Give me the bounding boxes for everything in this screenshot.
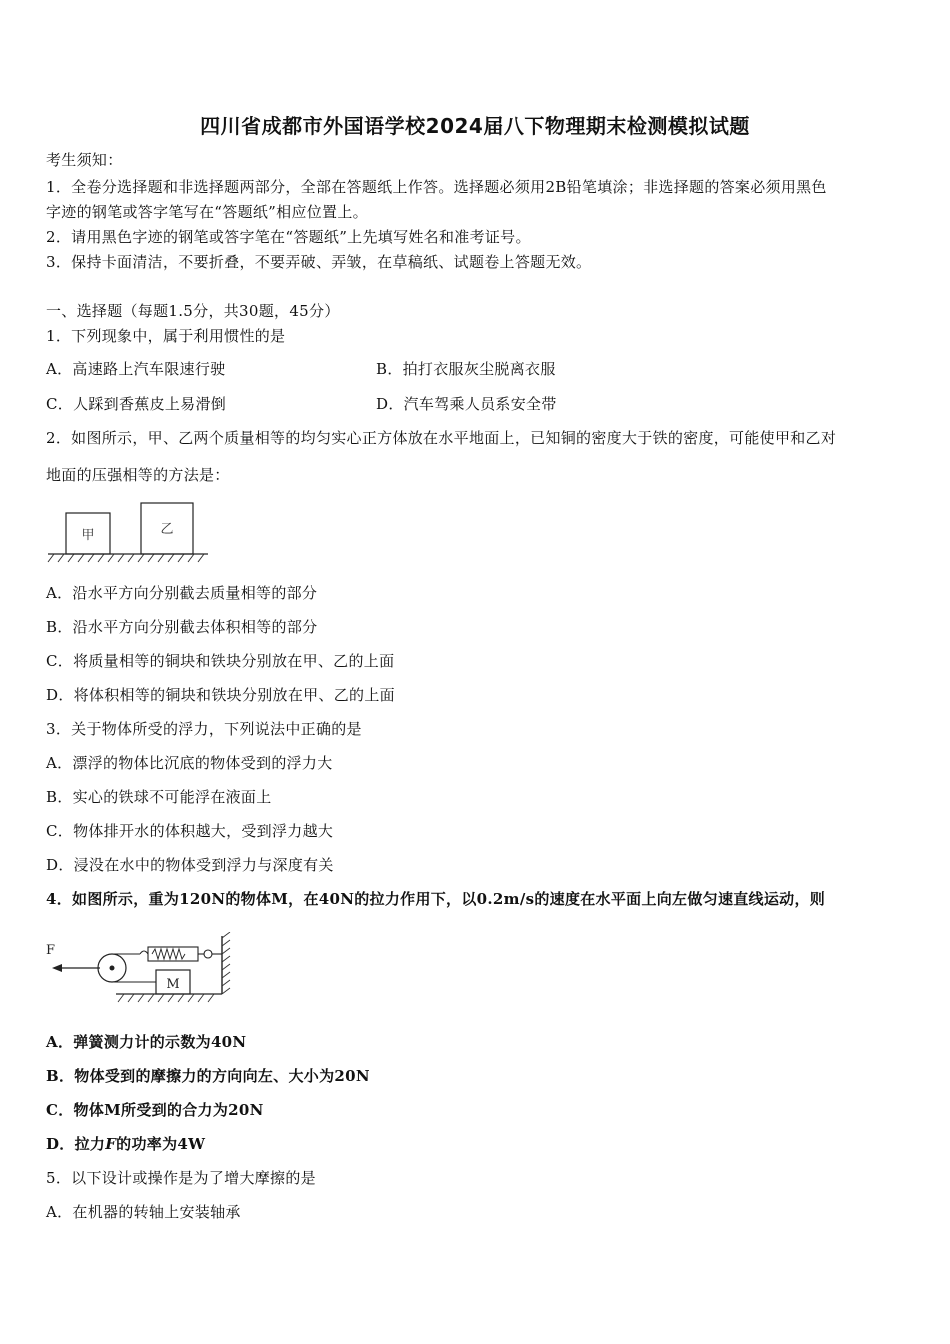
q3-option-d: D．浸没在水中的物体受到浮力与深度有关 bbox=[46, 856, 334, 874]
notice-heading: 考生须知： bbox=[46, 151, 123, 169]
force-f-label: F bbox=[46, 943, 56, 958]
q1-stem: 1．下列现象中，属于利用惯性的是 bbox=[46, 327, 286, 345]
q2-option-a: A．沿水平方向分别截去质量相等的部分 bbox=[46, 584, 318, 602]
arrow-head-icon bbox=[52, 964, 62, 972]
q4-figure-pulley bbox=[42, 932, 242, 1010]
q5-option-a: A．在机器的转轴上安装轴承 bbox=[46, 1203, 241, 1221]
q1-option-b: B．拍打衣服灰尘脱离衣服 bbox=[376, 360, 556, 378]
q3-option-a: A．漂浮的物体比沉底的物体受到的浮力大 bbox=[46, 754, 333, 772]
q4-option-d-prefix: D．拉力 bbox=[46, 1135, 106, 1153]
block-m-label: M bbox=[166, 977, 180, 992]
q4-option-c: C．物体M所受到的合力为20N bbox=[46, 1101, 264, 1119]
q2-stem-line-2: 地面的压强相等的方法是： bbox=[46, 466, 230, 484]
q4-option-a: A．弹簧测力计的示数为40N bbox=[46, 1033, 247, 1051]
notice-item-3: 3．保持卡面清洁，不要折叠，不要弄破、弄皱，在草稿纸、试题卷上答题无效。 bbox=[46, 253, 592, 271]
cube-jia-label: 甲 bbox=[81, 528, 95, 543]
pulley-axle bbox=[110, 966, 115, 971]
q2-option-c: C．将质量相等的铜块和铁块分别放在甲、乙的上面 bbox=[46, 652, 395, 670]
q2-option-b: B．沿水平方向分别截去体积相等的部分 bbox=[46, 618, 318, 636]
cube-yi-label: 乙 bbox=[160, 522, 174, 537]
q3-stem: 3．关于物体所受的浮力，下列说法中正确的是 bbox=[46, 720, 362, 738]
q3-option-c: C．物体排开水的体积越大，受到浮力越大 bbox=[46, 822, 334, 840]
q1-option-c: C．人踩到香蕉皮上易滑倒 bbox=[46, 395, 227, 413]
notice-item-2: 2．请用黑色字迹的钢笔或答字笔在“答题纸”上先填写姓名和准考证号。 bbox=[46, 228, 531, 246]
q4-option-b: B．物体受到的摩擦力的方向向左、大小为20N bbox=[46, 1067, 370, 1085]
q4-stem: 4．如图所示，重为120N的物体M，在40N的拉力作用下，以0.2m/s的速度在水平面上向左做匀速直线运动，则 bbox=[46, 890, 826, 908]
q2-stem-line-1: 2．如图所示，甲、乙两个质量相等的均匀实心正方体放在水平地面上，已知铜的密度大于铁的密度，可能使甲和乙对 bbox=[46, 429, 837, 447]
q4-option-d-suffix: 的功率为4W bbox=[116, 1135, 206, 1153]
q1-option-d: D．汽车驾乘人员系安全带 bbox=[376, 395, 557, 413]
q4-option-d-var: F bbox=[105, 1135, 117, 1153]
q2-option-d: D．将体积相等的铜块和铁块分别放在甲、乙的上面 bbox=[46, 686, 395, 704]
exam-title: 四川省成都市外国语学校2024届八下物理期末检测模拟试题 bbox=[200, 114, 750, 138]
q2-figure-cubes bbox=[44, 498, 214, 568]
q3-option-b: B．实心的铁球不可能浮在液面上 bbox=[46, 788, 272, 806]
notice-item-1-cont: 字迹的钢笔或答字笔写在“答题纸”相应位置上。 bbox=[46, 203, 368, 221]
notice-item-1: 1．全卷分选择题和非选择题两部分，全部在答题纸上作答。选择题必须用2B铅笔填涂；非选择题的答案必须用黑色 bbox=[46, 178, 827, 196]
section-heading: 一、选择题（每题1.5分，共30题，45分） bbox=[46, 302, 340, 320]
q4-option-d bbox=[46, 1134, 205, 1154]
q1-option-a: A．高速路上汽车限速行驶 bbox=[46, 360, 226, 378]
q5-stem: 5．以下设计或操作是为了增大摩擦的是 bbox=[46, 1169, 316, 1187]
